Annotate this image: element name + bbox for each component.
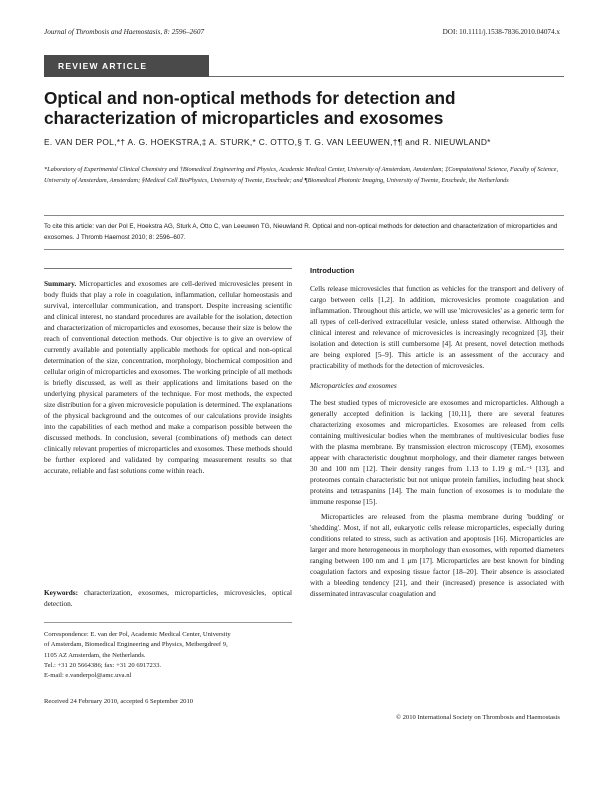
correspondence-line: 1105 AZ Amsterdam, the Netherlands. (44, 651, 146, 659)
introduction-text: Cells release microvesicles that function as vehicles for the transport and delivery of cargo between cells [1,2]. In addition, microvesicles promote coagulation and inflammation. Throughout this article, we will use 'microvesicles' as a generic term for all types of cell-derived extracellular vesicle, unless stated otherwise. Although the clinical interest and relevance of microvesicles is increasingly recognized [3], their isolation and detection is still cumbersome [4]. At present, novel detection methods are being explored [5–9]. This article is an assessment of the accuracy and practicability of methods for the detection of microvesicles. (310, 284, 564, 370)
author-list: E. VAN DER POL,*† A. G. HOEKSTRA,‡ A. STURK,* C. OTTO,§ T. G. VAN LEEUWEN,†¶ and R. NIEUWLAND* (44, 137, 491, 147)
keywords-text: characterization, exosomes, microparticles, microvesicles, optical detection. (44, 588, 292, 608)
article-type-banner: REVIEW ARTICLE (44, 55, 209, 77)
correspondence (44, 630, 292, 681)
copyright-footer: © 2010 International Society on Thrombosis and Haemostasis (395, 714, 560, 721)
journal-header: Journal of Thrombosis and Haemostasis, 8: 2596–2607 (44, 28, 205, 36)
section-heading: Microparticles and exosomes (310, 381, 397, 390)
section-paragraph: The best studied types of microvesicle are exosomes and microparticles. Although a generally accepted definition is lacking [10,11], there are several features characterizing exosomes and microparticles. Exosomes are released from cells containing multivesicular bodies when the membranes of multivesicular bodies fuse with the plasma membrane. By transmission electron microscopy (TEM), exosomes appear with characteristic doughnut morphology, and their diameter ranges between 30 and 100 nm [12]. Their density ranges from 1.13 to 1.19 g mL⁻¹ [13], and proteomes contain characteristic but not unique protein families, including heat shock proteins and tetraspanins [14]. The main function of exosomes is to modulate the immune response [15]. (310, 398, 564, 506)
correspondence-line: of Amsterdam, Biomedical Engineering and Physics, Meibergdreef 9, (44, 641, 228, 649)
correspondence-line: Correspondence: E. van der Pol, Academic Medical Center, University (44, 631, 231, 638)
correspondence-line: Tel.: +31 20 5664386; fax: +31 20 6917233. (44, 661, 162, 669)
article-title: Optical and non-optical methods for detection and characterization of microparticles and exosomes (44, 88, 456, 128)
summary-text: Microparticles and exosomes are cell-derived microvesicles present in body fluids that play a role in coagulation, inflammation, cellular homeostasis and survival, intercellular communication, and transport. Despite increasing scientific and clinical interest, no standard procedures are available for the isolation, detection and characterization of microparticles and exosomes, because their size is below the reach of conventional detection methods. Our objective is to give an overview of currently available and potentially applicable methods for optical and non-optical determination of the size, concentration, morphology, biochemical composition and cellular origin of microparticles and exosomes. The working principle of all methods is briefly discussed, as well as their applications and limitations based on the underlying physical parameters of the technique. For most methods, the expected size distribution for a given microvesicle population is determined. The explanations of the physical background and the outcomes of our calculations provide insights into the capabilities of each method and make a comparison possible between the discussed methods. In conclusion, several (combinations of) methods can detect clinically relevant properties of microparticles and exosomes. These methods should be further explored and validated by comparing measurement results so that accurate, reliable and fast solutions come within reach. (44, 279, 292, 475)
summary-top-rule (44, 268, 292, 269)
summary-label: Summary. (44, 279, 77, 288)
section-paragraph: Microparticles are released from the plasma membrane during 'budding' or 'shedding'. Most, if not all, eukaryotic cells release microparticles, especially during conditions related to stress, such as activation and apoptosis [16]. Microparticles are larger and more heterogeneous in morphology than exosomes, with reported diameters ranging between 100 nm and 1 μm [17]. Microparticles are best known for binding coagulation factors and exposing tissue factor [18–20]. Their absence is associated with a bleeding tendency [21], and their (increased) presence is associated with disseminated intravascular coagulation and (310, 512, 564, 598)
introduction-heading: Introduction (310, 266, 355, 275)
affiliations: *Laboratory of Experimental Clinical Chemistry and †Biomedical Engineering and Physics, Academic Medical Center, University of Amsterdam, Amsterdam; ‡Computational Science, Faculty of Science, University of Amsterdam, Amsterdam; §Medical Cell BioPhysics, University of Twente, Enschede; and ¶Biomedical Photonic Imaging, University of Twente, Enschede, the Netherlands (44, 166, 559, 184)
body-column (310, 265, 564, 599)
keywords-label: Keywords: (44, 588, 79, 597)
summary-block (44, 278, 292, 476)
received-dates: Received 24 February 2010, accepted 6 September 2010 (44, 698, 194, 705)
keywords-rule (44, 622, 292, 623)
correspondence-email: E-mail: e.vanderpol@amc.uva.nl (44, 672, 132, 680)
banner-rule (209, 76, 564, 77)
doi-header: DOI: 10.1111/j.1538-7836.2010.04074.x (442, 28, 560, 36)
keywords (44, 587, 292, 609)
citation-box: To cite this article: van der Pol E, Hoekstra AG, Sturk A, Otto C, van Leeuwen TG, Nieuwland R. Optical and non-optical methods for detection and characterization of microparticles and exosomes. J Thromb Haemost 2010; 8: 2596–607. (44, 215, 564, 250)
